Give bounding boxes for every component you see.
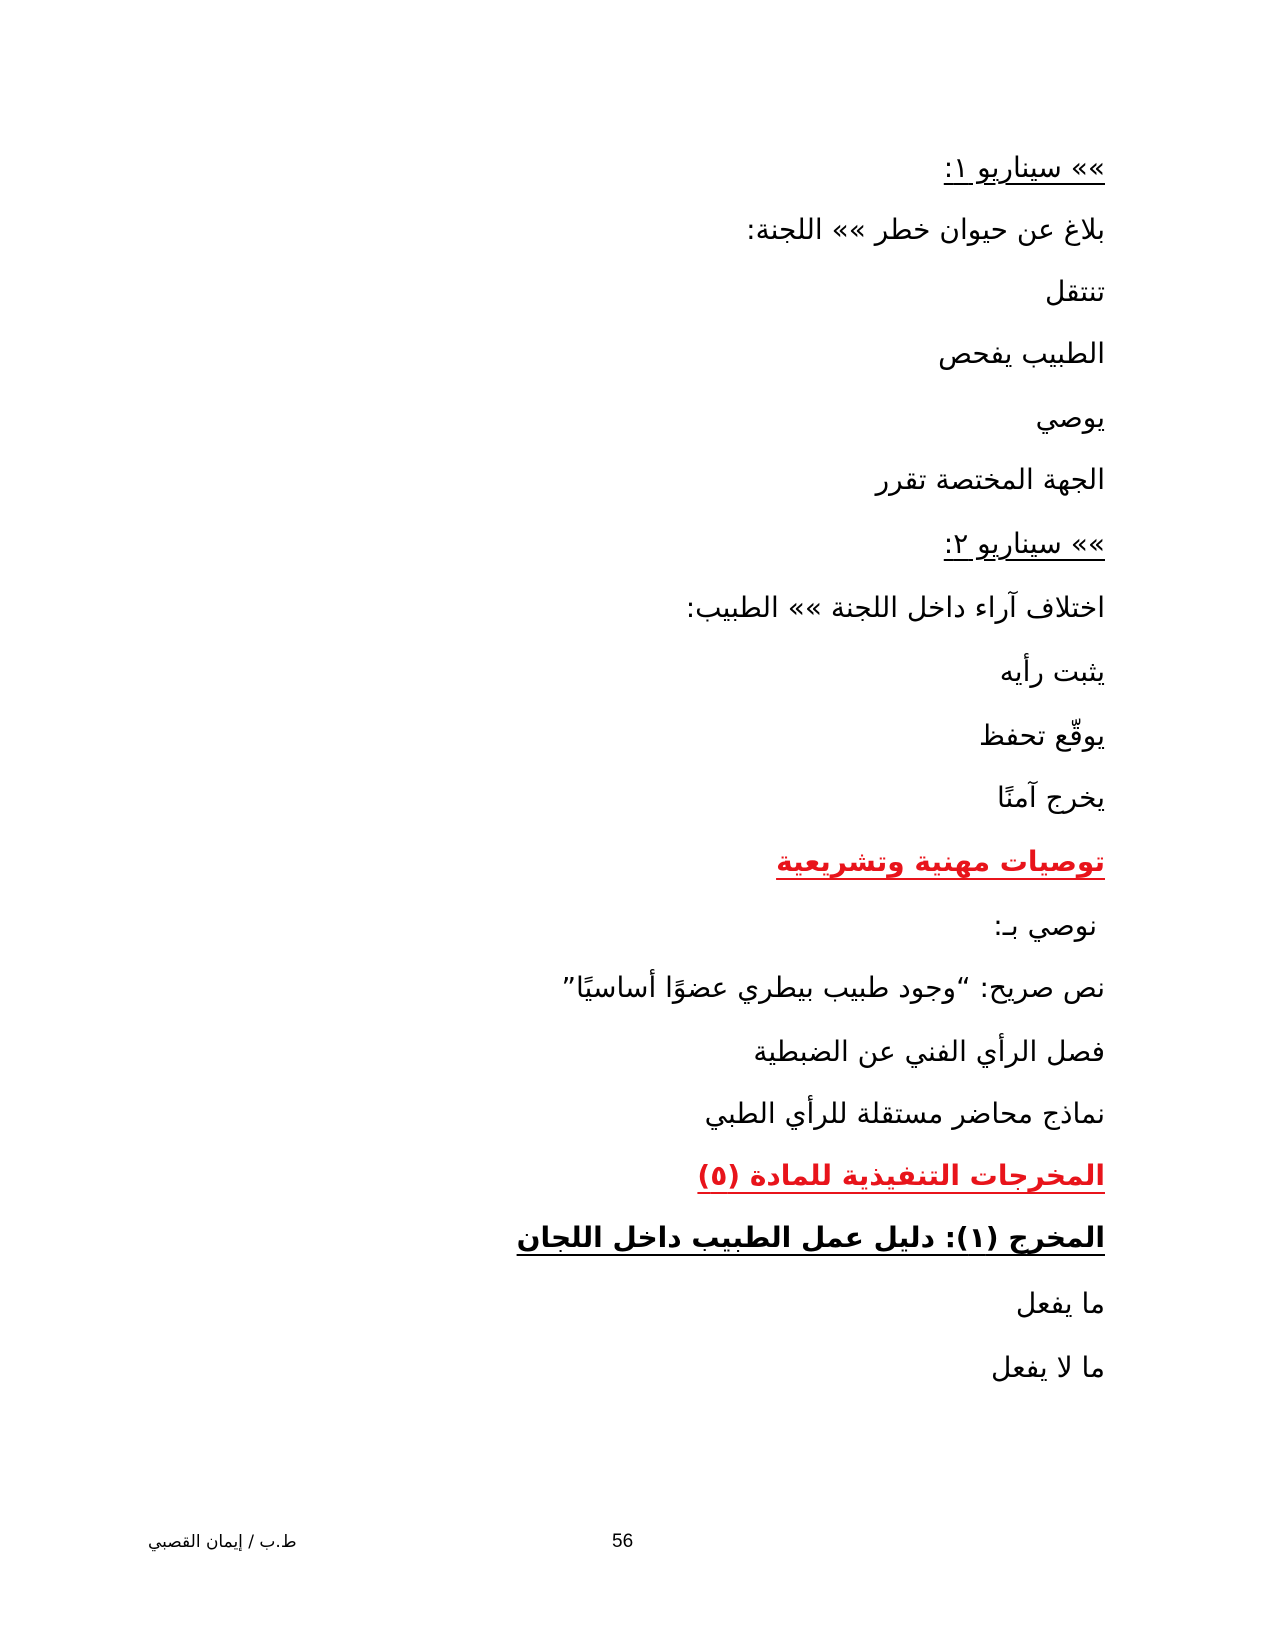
scenario-1-step-decide: الجهة المختصة تقرر: [875, 463, 1105, 496]
scenario-1-step-recommend: يوصي: [1035, 401, 1105, 434]
recommend-intro: نوصي بـ:: [993, 909, 1097, 942]
scenario-2-step-reservation: يوقّع تحفظ: [978, 719, 1105, 752]
recommendation-separate-opinion: فصل الرأي الفني عن الضبطية: [753, 1035, 1105, 1068]
output-1-heading: المخرج (١): دليل عمل الطبيب داخل اللجان: [516, 1221, 1105, 1254]
scenario-2-step-record: يثبت رأيه: [999, 655, 1105, 688]
output-1-do: ما يفعل: [1015, 1287, 1105, 1320]
footer-author: ط.ب / إيمان القصبي: [148, 1532, 297, 1552]
scenario-2-disagreement-line: اختلاف آراء داخل اللجنة »» الطبيب:: [685, 591, 1105, 624]
outputs-heading: المخرجات التنفيذية للمادة (٥): [697, 1159, 1105, 1192]
page-number: 56: [612, 1531, 634, 1552]
scenario-1-report-line: بلاغ عن حيوان خطر »» اللجنة:: [746, 213, 1105, 246]
recommendations-heading: توصيات مهنية وتشريعية: [776, 845, 1105, 878]
scenario-1-step-examine: الطبيب يفحص: [938, 337, 1105, 370]
scenario-2-heading: »» سيناريو ٢:: [943, 527, 1105, 560]
recommendation-explicit-text: نص صريح: “وجود طبيب بيطري عضوًا أساسيًا”: [561, 971, 1105, 1004]
scenario-2-step-exit: يخرج آمنًا: [996, 781, 1105, 814]
scenario-1-heading: »» سيناريو ١:: [943, 151, 1105, 184]
output-1-dont: ما لا يفعل: [991, 1351, 1105, 1384]
scenario-1-step-move: تنتقل: [1044, 275, 1105, 308]
recommendation-report-templates: نماذج محاضر مستقلة للرأي الطبي: [704, 1097, 1105, 1130]
